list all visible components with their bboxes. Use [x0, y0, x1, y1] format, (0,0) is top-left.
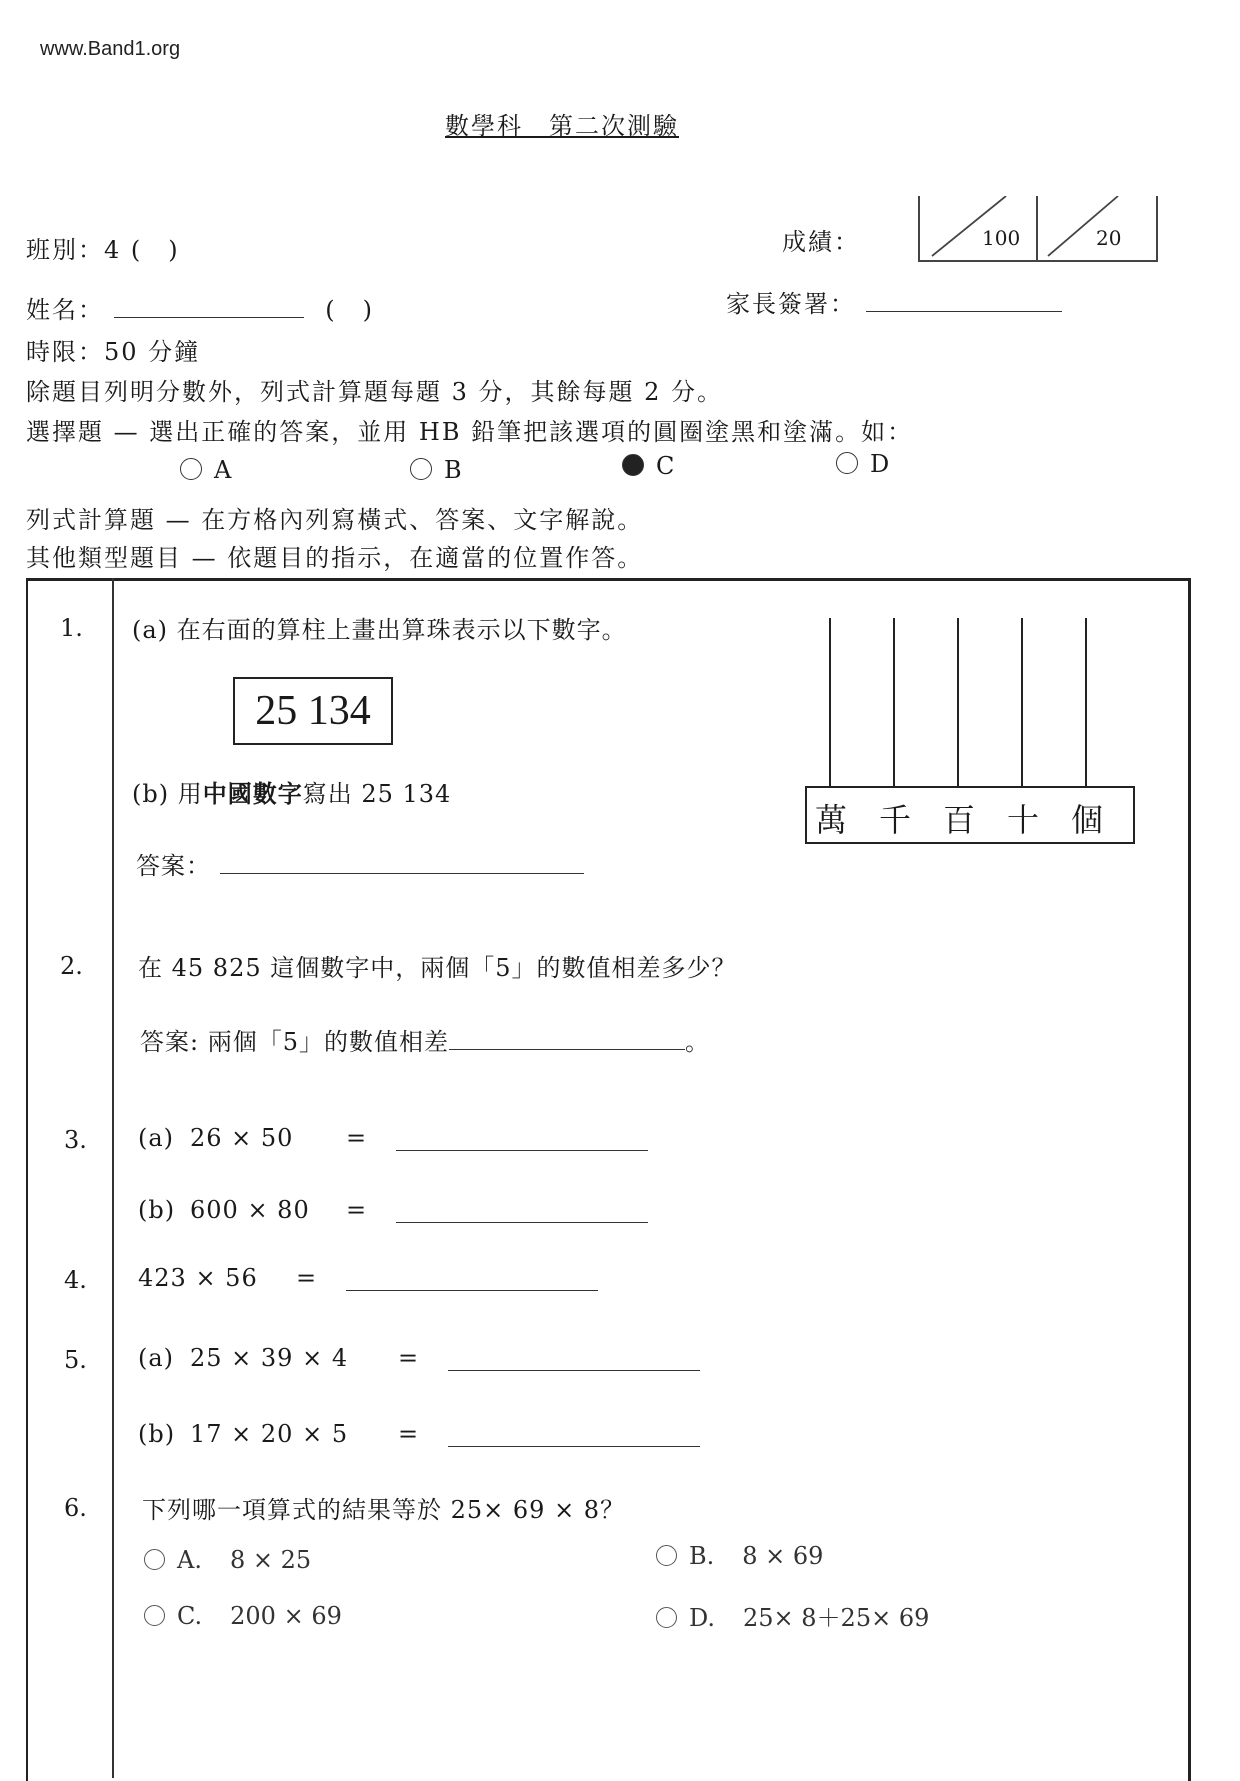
demo-option-b: B — [410, 456, 462, 484]
place-label-ten-thousands: 萬 — [814, 801, 847, 839]
place-label-thousands: 千 — [878, 801, 911, 839]
number-column-divider — [112, 578, 114, 1778]
radio-circle-icon[interactable] — [656, 1607, 677, 1628]
q3-number: 3. — [64, 1126, 87, 1154]
q2-answer-row: 答案: 兩個「5」的數值相差 。 — [140, 1028, 710, 1056]
name-label: 姓名： — [26, 296, 104, 324]
q1-answer-field[interactable] — [220, 873, 584, 874]
q4-answer-field[interactable] — [346, 1290, 598, 1291]
q5a-answer-field[interactable] — [448, 1370, 700, 1371]
place-label-tens: 十 — [1006, 801, 1039, 839]
score-divider — [1036, 196, 1038, 260]
q3a-expr: 26 × 50 — [190, 1124, 294, 1152]
q1-part-a: (a) 在右面的算柱上畫出算珠表示以下數字。 — [132, 616, 627, 644]
q2-number: 2. — [60, 952, 83, 980]
q5a-equals: = — [398, 1344, 420, 1372]
q6-option-b[interactable]: B. 8 × 69 — [656, 1542, 823, 1570]
place-label-ones: 個 — [1070, 801, 1103, 839]
abacus-place-labels — [805, 786, 1135, 844]
place-label-hundreds: 百 — [942, 801, 975, 839]
name-field[interactable] — [114, 317, 304, 318]
score-label: 成績： — [782, 228, 860, 256]
q3a-label: (a) — [138, 1124, 175, 1152]
q2-answer-field[interactable] — [449, 1049, 685, 1050]
radio-circle-icon — [410, 458, 432, 480]
abacus-rod[interactable] — [957, 618, 959, 786]
score-box — [918, 196, 1158, 262]
parent-sign-field[interactable] — [866, 311, 1062, 312]
q5b-expr: 17 × 20 × 5 — [190, 1420, 349, 1448]
instruction-1: 除題目列明分數外，列式計算題每題 3 分，其餘每題 2 分。 — [26, 378, 724, 406]
q3b-expr: 600 × 80 — [190, 1196, 310, 1224]
abacus-rod[interactable] — [1085, 618, 1087, 786]
radio-circle-icon — [836, 452, 858, 474]
demo-option-c: C — [622, 452, 674, 480]
q6-text: 下列哪一項算式的結果等於 25× 69 × 8？ — [142, 1496, 626, 1524]
q3b-label: (b) — [138, 1196, 176, 1224]
q1-part-b: (b) 用中國數字寫出 25 134 — [132, 779, 452, 808]
q1-answer-label: 答案： — [136, 852, 211, 880]
q4-expr: 423 × 56 — [138, 1264, 258, 1292]
filled-circle-icon — [622, 454, 644, 476]
name-paren: ( ) — [325, 296, 375, 324]
instruction-2: 選擇題 — 選出正確的答案，並用 HB 鉛筆把該選項的圓圈塗黑和塗滿。如： — [26, 418, 914, 446]
q4-number: 4. — [64, 1266, 87, 1294]
q2-text: 在 45 825 這個數字中，兩個「5」的數值相差多少？ — [138, 954, 737, 982]
q5b-equals: = — [398, 1420, 420, 1448]
q3a-equals: = — [346, 1124, 368, 1152]
abacus-rod[interactable] — [893, 618, 895, 786]
q1-number: 1. — [60, 614, 83, 642]
q4-equals: = — [296, 1264, 318, 1292]
q5-number: 5. — [64, 1346, 87, 1374]
q5a-label: (a) — [138, 1344, 175, 1372]
q6-option-d[interactable]: D. 25× 8＋25× 69 — [656, 1598, 929, 1633]
q1-part-b-bold: 中國數字 — [202, 779, 303, 808]
q5a-expr: 25 × 39 × 4 — [190, 1344, 349, 1372]
parent-sign-row — [726, 284, 1062, 319]
score-total-1: 100 — [982, 226, 1021, 250]
site-url: www.Band1.org — [40, 38, 181, 60]
instruction-3: 列式計算題 — 在方格內列寫橫式、答案、文字解說。 — [26, 506, 644, 534]
abacus-rod[interactable] — [829, 618, 831, 786]
q1-answer-row — [136, 846, 584, 881]
demo-option-d: D — [836, 450, 889, 478]
q5b-answer-field[interactable] — [448, 1446, 700, 1447]
abacus-rod[interactable] — [1021, 618, 1023, 786]
instruction-4: 其他類型題目 — 依題目的指示，在適當的位置作答。 — [26, 544, 644, 572]
q6-option-c[interactable]: C. 200 × 69 — [144, 1602, 342, 1630]
radio-circle-icon — [180, 458, 202, 480]
class-label: 班別：4 ( ) — [26, 236, 180, 264]
question-frame — [26, 578, 1191, 1781]
parent-sign-label: 家長簽署： — [726, 290, 856, 318]
q6-number: 6. — [64, 1494, 87, 1522]
q6-option-a[interactable]: A. 8 × 25 — [144, 1546, 311, 1574]
radio-circle-icon[interactable] — [656, 1545, 677, 1566]
radio-circle-icon[interactable] — [144, 1605, 165, 1626]
name-row — [26, 290, 374, 325]
radio-circle-icon[interactable] — [144, 1549, 165, 1570]
time-limit: 時限：50 分鐘 — [26, 338, 201, 366]
score-total-2: 20 — [1096, 226, 1122, 250]
q3b-equals: = — [346, 1196, 368, 1224]
page-title: 數學科 第二次測驗 — [445, 112, 679, 140]
q3a-answer-field[interactable] — [396, 1150, 648, 1151]
q1-boxed-number: 25 134 — [233, 677, 393, 745]
q5b-label: (b) — [138, 1420, 176, 1448]
demo-option-a: A — [180, 456, 231, 484]
q3b-answer-field[interactable] — [396, 1222, 648, 1223]
